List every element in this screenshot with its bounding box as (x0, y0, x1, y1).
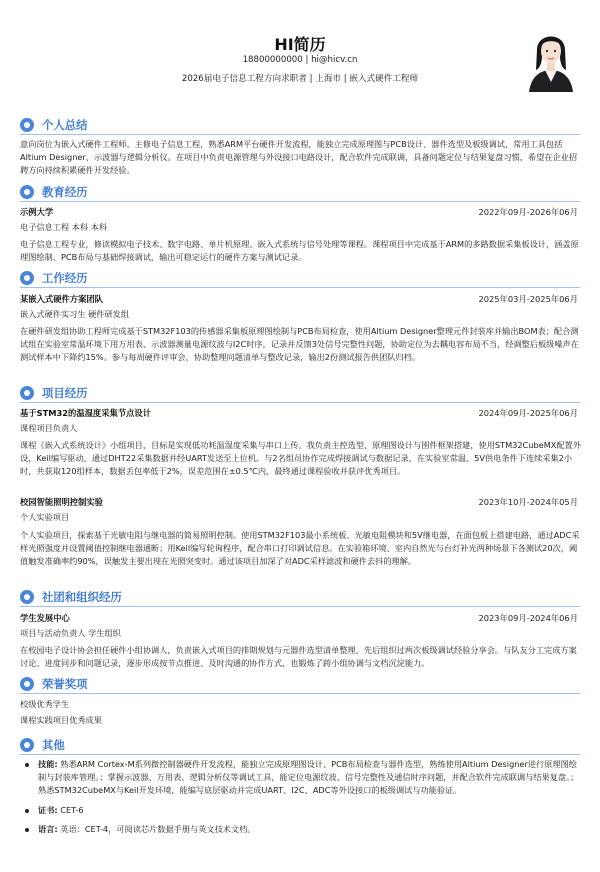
project-date: 2023年10月-2024年05月 (478, 497, 578, 507)
project-text: 个人实验项目，探索基于光敏电阻与继电器的简易照明控制。使用STM32F103最小系统板、光敏电阻模块和5V继电器，在面包板上搭建电路，通过ADC采样光照强度并设置阈值控制继电器通断；用Keil编写轮询程序，配合串口打印调试信息。在实验箱环境、室内自然光与台灯补光两种场景下各测试20次，阈值触发准确率约90%，误触发主要出现在光照突变时。通过该项目加深了对ADC采样滤波和硬件去抖的理解。 (20, 530, 580, 567)
certificate-key: 证书: (38, 804, 58, 815)
work-date: 2025年03月-2025年06月 (478, 294, 578, 304)
campus-row (20, 612, 578, 624)
school-name: 示例大学 (20, 207, 54, 217)
work-section-header (20, 269, 88, 287)
section-divider (20, 754, 580, 755)
others-title: 其他 (42, 738, 65, 752)
work-role: 嵌入式硬件实习生 硬件研发组 (20, 309, 130, 319)
resume-header (0, 0, 600, 100)
list-item (22, 804, 582, 817)
circle-bullet-icon (20, 271, 34, 285)
campus-section-header (20, 588, 122, 606)
campus-text: 在校园电子设计协会担任硬件小组协调人，负责嵌入式项目的排期规划与元器件选型清单整理，先后组织过两次板级调试经验分享会。与队友分工完成方案讨论、进度同步和问题记录，逐步形成按节点推进、及时沟通的协作方式，也锻炼了跨小组协调与文档沉淀能力。 (20, 645, 577, 669)
language-text: 英语：CET-4，可阅读芯片数据手册与英文技术文档。 (60, 823, 256, 834)
section-divider (20, 287, 580, 288)
education-section-header (20, 183, 88, 201)
circle-bullet-icon (20, 185, 34, 199)
contact-info: 18800000000 | hi@hicv.cn (242, 55, 358, 65)
project-role: 个人实验项目 (20, 512, 70, 522)
candidate-name: HI简历 (274, 35, 326, 54)
language-key: 语言: (38, 823, 58, 834)
organization-name: 学生发展中心 (20, 613, 70, 623)
work-text: 在硬件研发组协助工程师完成基于STM32F103的传感器采集板原理图绘制与PCB布局检查，使用Altium Designer整理元件封装库并输出BOM表；配合测试组在实验室常温环境下用万用表、示波器测量电源纹波与I2C时序，记录并反馈3处信号完整性问题，协助定位为去耦电容布局不当，经调整后板级噪声在测试样本中下降约15%。参与每周硬件评审会，协助整理问题清单与整改记录，输出2份测试报告供团队归档。 (20, 326, 579, 363)
honors-title: 荣誉奖项 (42, 677, 88, 691)
certificate-text: CET-6 (60, 804, 84, 815)
campus-date: 2023年09月-2024年06月 (478, 613, 578, 623)
list-item (22, 758, 582, 798)
circle-bullet-icon (20, 677, 34, 691)
section-divider (20, 402, 580, 403)
project-role: 课程项目负责人 (20, 423, 78, 433)
others-list (22, 758, 582, 836)
circle-bullet-icon (20, 118, 34, 132)
job-intent: 2026届电子信息工程方向求职者 | 上海市 | 嵌入式硬件工程师 (181, 74, 419, 84)
project-name: 基于STM32的温湿度采集节点设计 (20, 408, 152, 418)
education-title: 教育经历 (42, 185, 88, 199)
skill-text: 熟悉ARM Cortex-M系列微控制器硬件开发流程，能独立完成原理图设计、PCB布局检查与器件选型，熟练使用Altium Designer进行原理图绘制与封装库管理。；掌握示波器、万用表、逻辑分析仪等调试工具，能定位电源纹波、信号完整性及通信时序问题，并配合软件完成联调与结果复盘。；熟悉STM32CubeMX与Keil开发环境，能编写底层驱动并完成UART、I2C、ADC等外设接口的板级调试与功能验证。 (38, 759, 579, 796)
projects-title: 项目经历 (42, 386, 88, 400)
projects-section-header (20, 384, 88, 402)
honors-section-header (20, 675, 88, 693)
work-row (20, 293, 578, 305)
honor-item: 校级优秀学生 (20, 699, 70, 709)
circle-bullet-icon (20, 386, 34, 400)
circle-bullet-icon (20, 738, 34, 752)
project-text: 课程《嵌入式系统设计》小组项目，目标是实现低功耗温湿度采集与串口上传。我负责主控选型、原理图设计与围件框架搭建，使用STM32CubeMX配置外设，Keil编写驱动，通过DHT22采集数据并经UART发送至上位机。与2名组员协作完成焊接调试与数据记录，在实验室常温、5V供电条件下连续采集2小时，共获取120组样本，数据丢包率低于2%，误差范围在±0.5℃内，最终通过课程验收并获评优秀项目。 (20, 440, 581, 477)
summary-title: 个人总结 (42, 118, 88, 132)
others-section-header (20, 736, 65, 754)
circle-bullet-icon (20, 590, 34, 604)
work-title: 工作经历 (42, 271, 88, 285)
campus-title: 社团和组织经历 (42, 590, 122, 604)
skill-key: 技能: (38, 759, 58, 769)
profile-photo (515, 20, 587, 92)
section-divider (20, 606, 580, 607)
education-row (20, 206, 578, 218)
summary-text: 意向岗位为嵌入式硬件工程师。主修电子信息工程，熟悉ARM平台硬件开发流程，能独立完成原理图与PCB设计、器件选型及板级调试，常用工具包括Altium Designer、示波器与逻辑分析仪。在项目中负责电源管理与外设接口电路设计，配合软件完成联调，具备问题定位与结果复盘习惯，希望在企业招聘方向持续积累硬件开发经验。 (20, 139, 578, 176)
list-item (22, 823, 582, 836)
project-date: 2024年09月-2025年06月 (478, 408, 578, 418)
project-row (20, 496, 578, 508)
honor-item: 课程实践项目优秀成果 (20, 715, 102, 725)
project-name: 校园智能照明控制实验 (20, 497, 103, 507)
section-divider (20, 201, 580, 202)
summary-section-header (20, 116, 88, 134)
education-date: 2022年09月-2026年06月 (478, 207, 578, 217)
campus-role: 项目与活动负责人 学生组织 (20, 628, 121, 638)
section-divider (20, 134, 580, 135)
education-major: 电子信息工程 本科 本科 (20, 222, 108, 232)
education-text: 电子信息工程专业，修读模拟电子技术、数字电路、单片机原理、嵌入式系统与信号处理等课程。课程项目中完成基于ARM的多路数据采集板设计，涵盖原理图绘制、PCB布局与基础焊接调试，输出可稳定运行的硬件方案与测试记录。 (20, 239, 579, 263)
company-name: 某嵌入式硬件方案团队 (20, 294, 103, 304)
project-row (20, 407, 578, 419)
section-divider (20, 693, 580, 694)
